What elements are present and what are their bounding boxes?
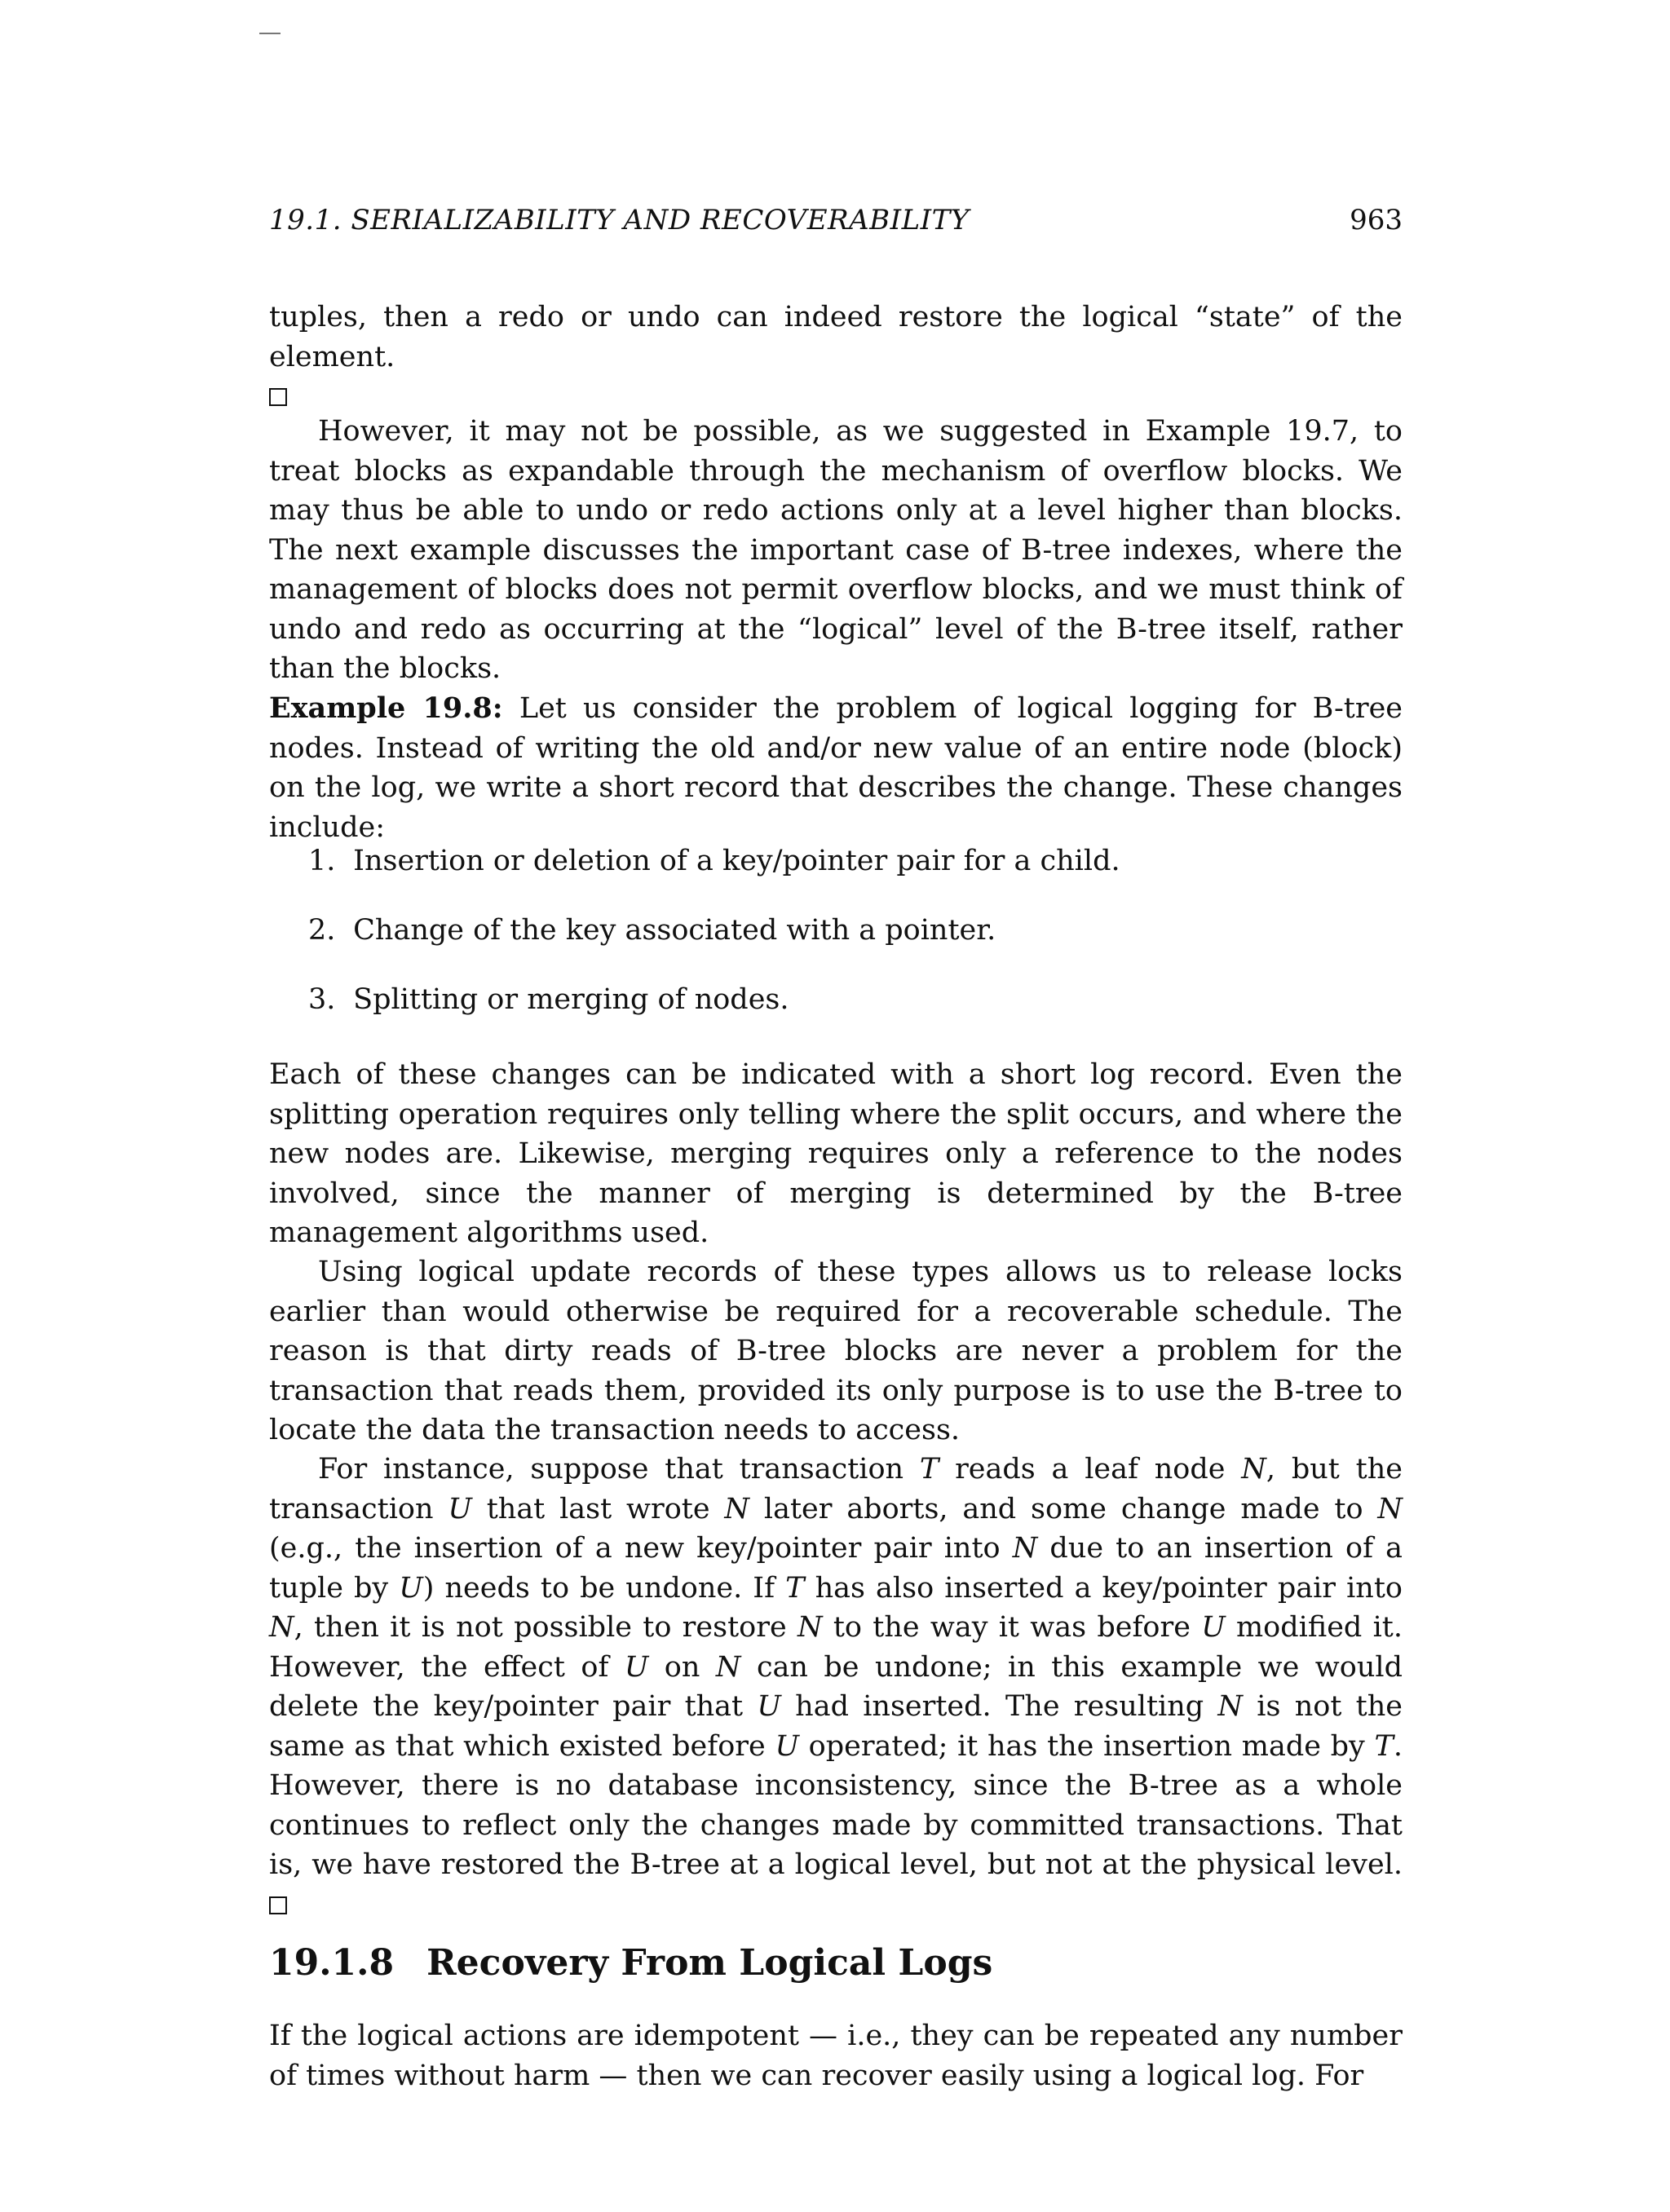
list-item-text: Change of the key associated with a pointer. [353, 914, 996, 947]
math-var-T: T [785, 1571, 805, 1605]
text-run: later aborts, and some change made to [749, 1492, 1378, 1525]
list-item [308, 980, 789, 1019]
math-var-U: U [448, 1492, 472, 1525]
math-var-N: N [715, 1650, 741, 1684]
section-heading [269, 1942, 992, 1984]
math-var-N: N [1241, 1453, 1266, 1486]
paragraph-each-text: Each of these changes can be indicated with a short log record. Even the splitting operation requires only telling where the split occurs, and where the new nodes are. Likewise, merging requires only a reference to the nodes involved, since the manner of merging is determined by the B-tree management algorithms used. [269, 1058, 1403, 1249]
example-paragraph [269, 689, 1403, 847]
text-run: is not the same as that which existed before [269, 1690, 1403, 1763]
math-var-N: N [724, 1492, 750, 1525]
section-number: 19.1.8 [269, 1942, 395, 1984]
list-item [308, 841, 1120, 881]
text-run: operated; it has the insertion made by [798, 1729, 1375, 1763]
paragraph-section-text: If the logical actions are idempotent — i.e., they can be repeated any number of times without harm — then we can recover easily using a logical log. For [269, 2020, 1403, 2092]
text-run: has also inserted a key/pointer pair into [804, 1571, 1403, 1605]
text-run: ) needs to be undone. If [422, 1571, 786, 1605]
page-number: 963 [1350, 204, 1403, 236]
paragraph-using [269, 1252, 1403, 1450]
paragraph-using-text: Using logical update records of these types allows us to release locks earlier than would otherwise be required for a recoverable schedule. The reason is that dirty reads of B-tree blocks are never a problem for the transaction that reads them, provided its only purpose is to use the B-tree to locate the data the transaction needs to access. [269, 1256, 1403, 1446]
paragraph-instance [269, 1450, 1403, 1924]
math-var-U: U [1201, 1611, 1226, 1644]
document-page [269, 0, 1403, 2212]
example-label: Example 19.8: [269, 691, 503, 725]
math-var-U: U [624, 1650, 649, 1684]
text-run: . However, there is no database inconsistency, since the B-tree as a whole continues to reflect only the changes made by committed transactions. That is, we have restored the B-tree at a logical level, but not at the physical level. [269, 1729, 1403, 1881]
end-of-proof-square-icon [269, 388, 287, 406]
running-title: 19.1. SERIALIZABILITY AND RECOVERABILITY [269, 204, 970, 236]
paragraph-each [269, 1055, 1403, 1253]
list-item-number: 2. [308, 914, 336, 947]
text-run: can be undone; in this example we would delete the key/pointer pair that [269, 1650, 1403, 1723]
text-run: modified it. However, the effect of [269, 1611, 1403, 1684]
text-run: on [648, 1650, 716, 1684]
list-item-text: Splitting or merging of nodes. [353, 983, 789, 1016]
list-item-number: 1. [308, 845, 336, 877]
math-var-T: T [919, 1453, 939, 1486]
list-item-text: Insertion or deletion of a key/pointer pair for a child. [353, 845, 1120, 877]
math-var-U: U [775, 1729, 799, 1763]
text-run: reads a leaf node [939, 1453, 1242, 1486]
text-run: to the way it was before [822, 1611, 1202, 1644]
paragraph-top [269, 298, 1403, 417]
text-run: (e.g., the insertion of a new key/pointer pair into [269, 1532, 1013, 1565]
paragraph-however-text: However, it may not be possible, as we suggested in Example 19.7, to treat blocks as expandable through the mechanism of overflow blocks. We may thus be able to undo or redo actions only at a level higher than blocks. The next example discusses the important case of B-tree indexes, where the management of blocks does not permit overflow blocks, and we must think of undo and redo as occurring at the “logical” level of the B-tree itself, rather than the blocks. [269, 415, 1403, 685]
text-run: due to an insertion of a tuple by [269, 1532, 1403, 1605]
text-run: , but the transaction [269, 1453, 1403, 1525]
text-run: that last wrote [471, 1492, 725, 1525]
math-var-N: N [1377, 1492, 1403, 1525]
list-item-number: 3. [308, 983, 336, 1016]
text-run: , then it is not possible to restore [294, 1611, 797, 1644]
end-of-proof-square-icon [269, 1896, 287, 1914]
math-var-T: T [1374, 1729, 1394, 1763]
paragraph-section [269, 2016, 1403, 2095]
math-var-N: N [269, 1611, 294, 1644]
math-var-U: U [757, 1690, 781, 1723]
paragraph-top-text: tuples, then a redo or undo can indeed restore the logical “state” of the element. [269, 301, 1403, 373]
paragraph-however [269, 412, 1403, 689]
running-header [269, 204, 1403, 245]
math-var-N: N [1012, 1532, 1038, 1565]
section-title: Recovery From Logical Logs [426, 1942, 993, 1984]
math-var-U: U [399, 1571, 423, 1605]
math-var-N: N [1217, 1690, 1244, 1723]
math-var-N: N [797, 1611, 823, 1644]
example-text: Let us consider the problem of logical logging for B-tree nodes. Instead of writing the old and/or new value of an entire node (block) on the log, we write a short record that describes the change. These changes include: [269, 692, 1403, 844]
list-item [308, 911, 996, 950]
text-run: For instance, suppose that transaction [318, 1453, 920, 1486]
text-run: had inserted. The resulting [780, 1690, 1218, 1723]
